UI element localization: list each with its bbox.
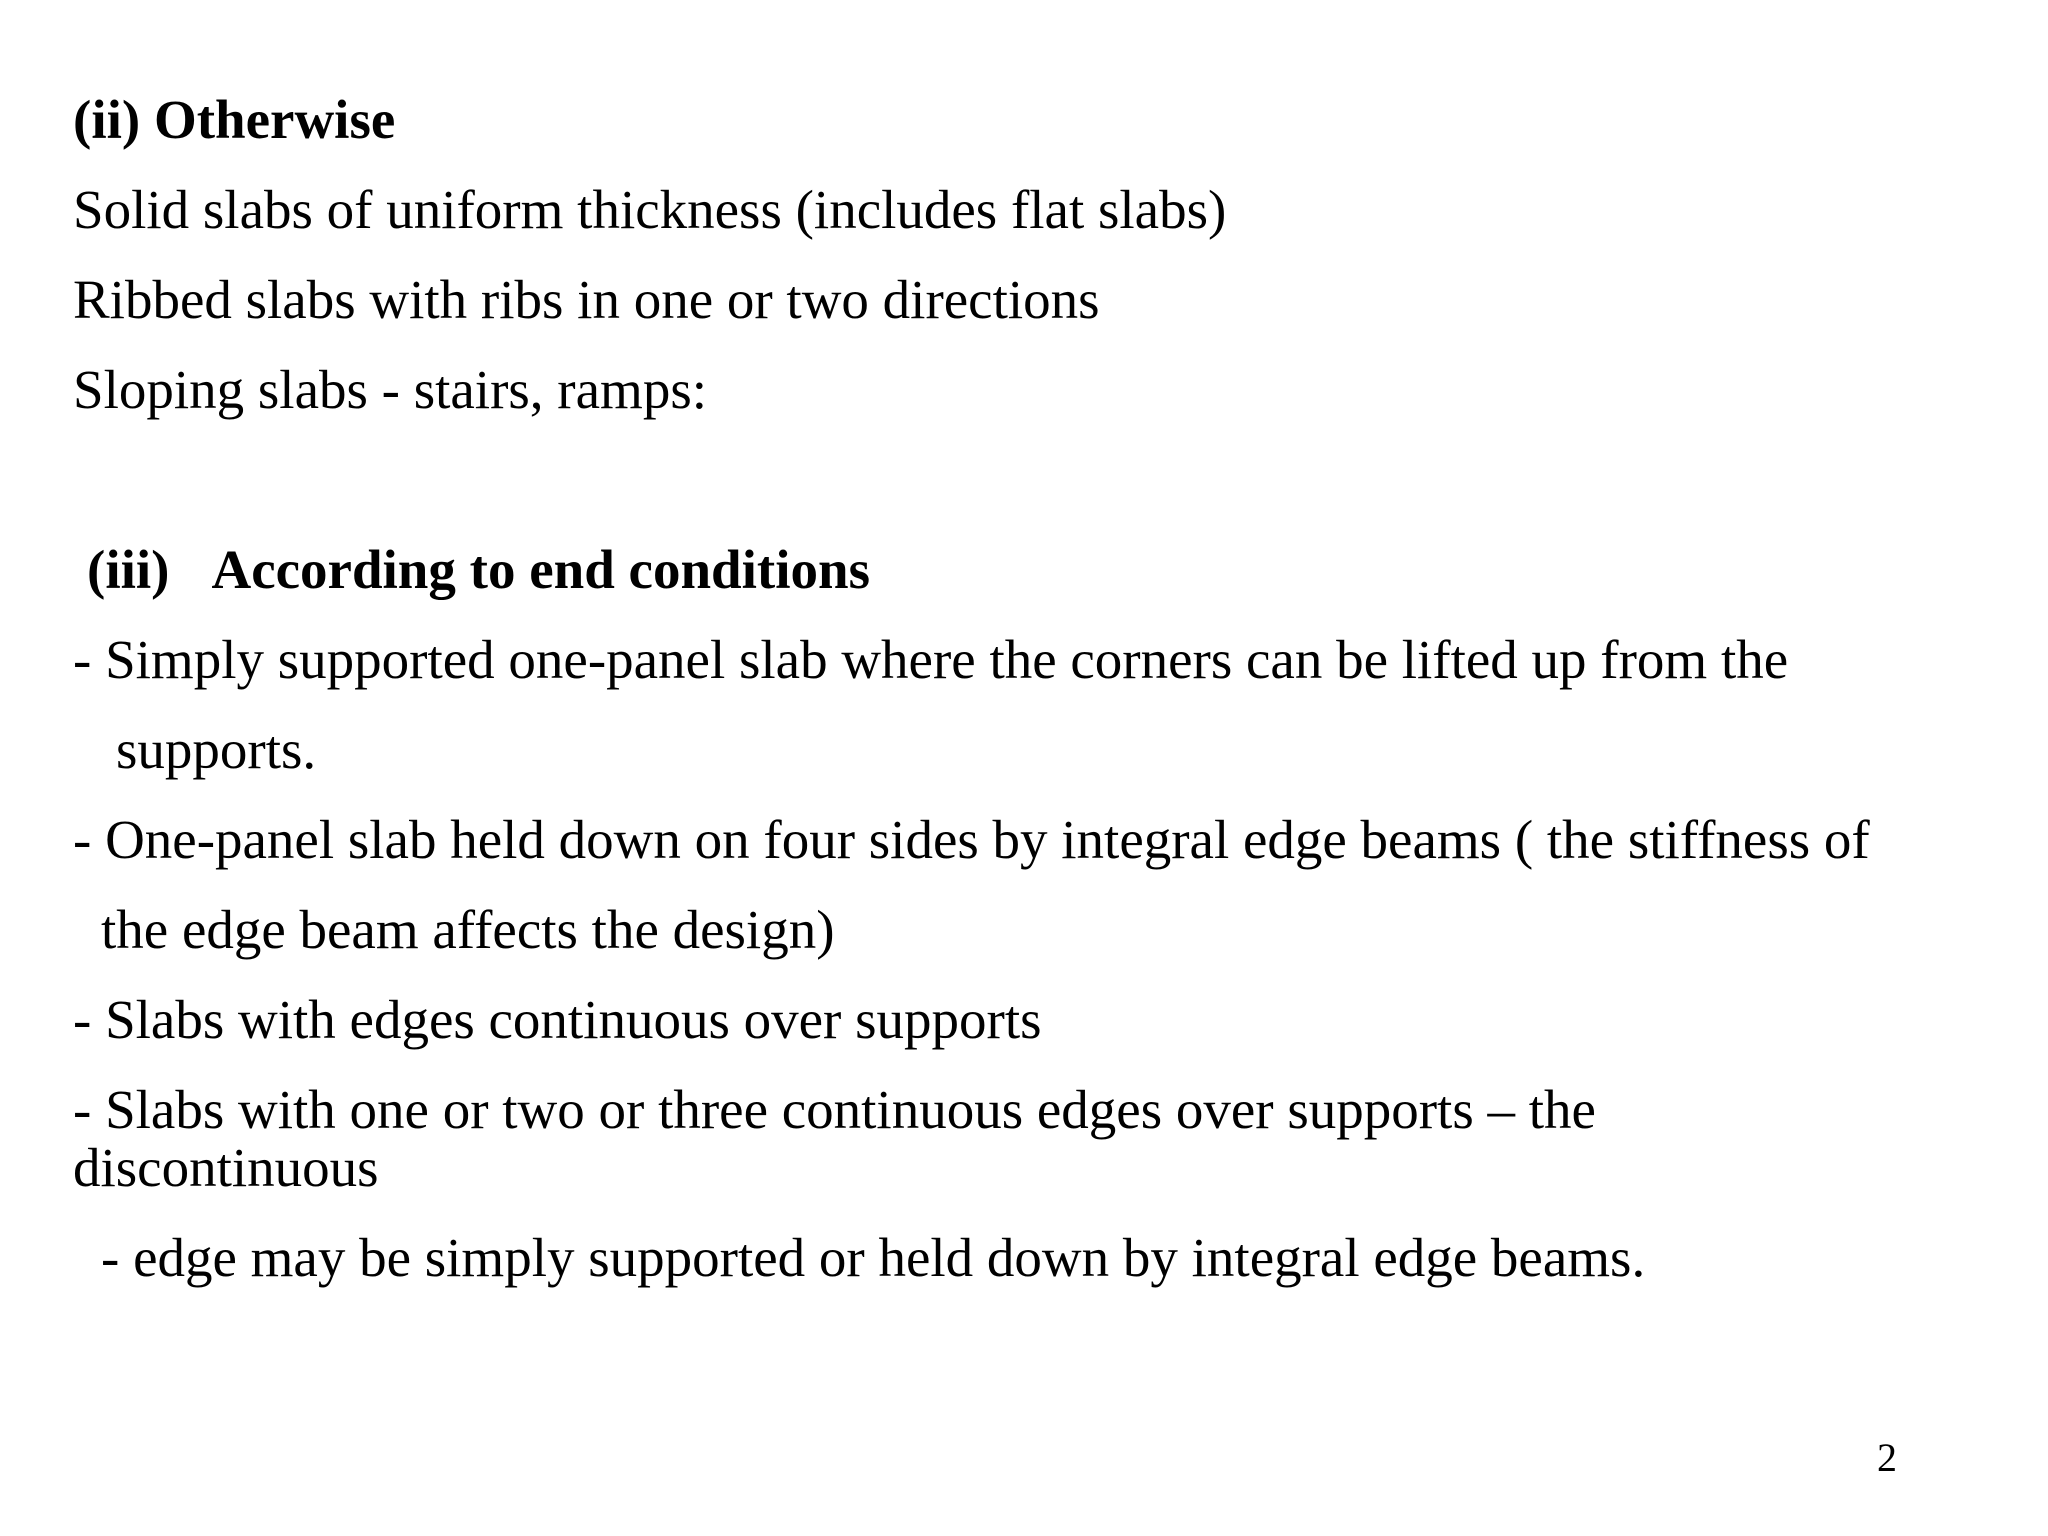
section-ii-item-sloping-slabs: Sloping slabs - stairs, ramps: (73, 359, 708, 420)
section-iii-heading (87, 540, 870, 600)
section-iii-item-one-panel-cont: the edge beam affects the design) (101, 899, 835, 960)
section-iii-item-simply-supported: - Simply supported one-panel slab where the corners can be lifted up from the (73, 629, 1789, 690)
section-ii-heading: (ii) Otherwise (73, 89, 396, 150)
section-ii-item-ribbed-slabs: Ribbed slabs with ribs in one or two directions (73, 269, 1100, 330)
section-iii-item-partial-continuous-edge: - edge may be simply supported or held down by integral edge beams. (101, 1227, 1646, 1288)
section-iii-item-simply-supported-cont: supports. (116, 719, 317, 780)
section-iii-item-partial-continuous-cont: discontinuous (73, 1137, 379, 1198)
section-iii-item-partial-continuous: - Slabs with one or two or three continuous edges over supports – the (73, 1079, 1596, 1140)
section-iii-heading-number: (iii) (87, 539, 170, 600)
section-iii-item-one-panel: - One-panel slab held down on four sides by integral edge beams ( the stiffness of (73, 809, 1870, 870)
section-iii-item-continuous-edges: - Slabs with edges continuous over supports (73, 989, 1042, 1050)
section-ii-item-solid-slabs: Solid slabs of uniform thickness (includes flat slabs) (73, 179, 1227, 240)
section-iii-heading-text: According to end conditions (211, 539, 871, 600)
page-number: 2 (1877, 1435, 1897, 1480)
